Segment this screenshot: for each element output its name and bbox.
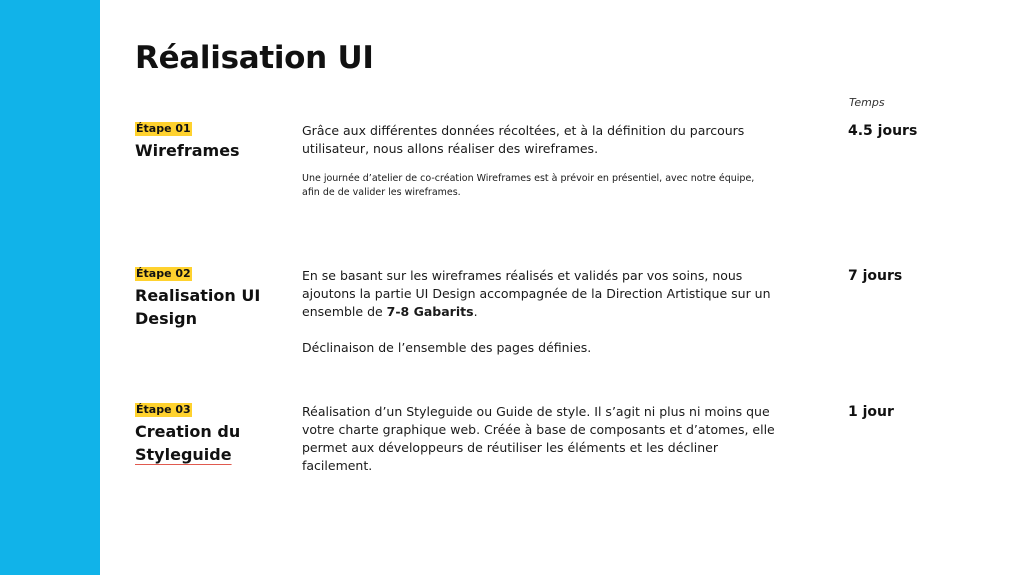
time-column-header: Temps — [849, 96, 885, 109]
step-tag: Étape 03 — [136, 403, 191, 416]
step-description-extra: Déclinaison de l’ensemble des pages définies. — [302, 340, 592, 355]
step-description — [302, 122, 792, 200]
step-title-line-2: Design — [135, 309, 197, 328]
step-title-line-1: Realisation UI — [135, 286, 261, 305]
step-tag: Étape 01 — [136, 122, 191, 135]
step-description — [302, 267, 792, 357]
step-description-text: Grâce aux différentes données récoltées, et à la définition du parcours utilisateur, nous allons réaliser des wireframes. — [302, 123, 745, 156]
step-title — [135, 139, 275, 162]
step-duration: 7 jours — [848, 268, 903, 284]
description-emphasis: 7-8 Gabarits — [386, 304, 474, 319]
description-part: En se basant sur les wireframes réalisés et validés par vos soins, nous ajoutons la partie UI Design accompagnée de la Direction Artistique sur un ensemble de — [302, 268, 771, 319]
step-title — [135, 420, 275, 466]
page-title: Réalisation UI — [135, 40, 374, 76]
step-duration: 1 jour — [848, 404, 894, 420]
step-title-text: Wireframes — [135, 141, 240, 160]
step-tag: Étape 02 — [136, 267, 191, 280]
step-title-line-1: Creation du — [135, 422, 241, 441]
description-part: . — [473, 304, 478, 319]
step-description-text: Réalisation d’un Styleguide ou Guide de style. Il s’agit ni plus ni moins que votre charte graphique web. Créée à base de composants et d’atomes, elle permet aux développeurs de réutiliser les éléments et les décliner facilement. — [302, 404, 775, 473]
step-duration: 4.5 jours — [848, 123, 918, 139]
step-title-line-2: Styleguide — [135, 445, 232, 464]
step-title — [135, 284, 275, 330]
side-accent-bar — [0, 0, 100, 575]
step-description — [302, 403, 792, 475]
step-description-text — [302, 267, 792, 321]
step-note: Une journée d’atelier de co-création Wireframes est à prévoir en présentiel, avec notre équipe, afin de de valider les wireframes. — [302, 173, 755, 198]
